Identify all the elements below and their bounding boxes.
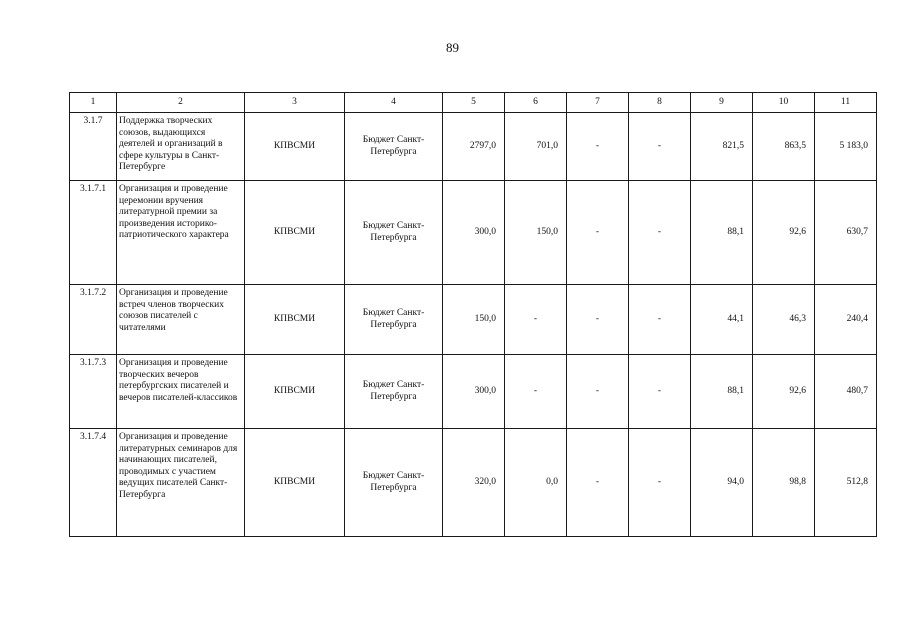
executor: КПВСМИ (245, 181, 345, 285)
amount-col-10: 863,5 (753, 113, 815, 181)
amount-col-8: - (629, 285, 691, 355)
executor: КПВСМИ (245, 429, 345, 537)
amount-col-10: 92,6 (753, 355, 815, 429)
amount-col-6: - (505, 285, 567, 355)
amount-col-5: 320,0 (443, 429, 505, 537)
activity-name: Организация и проведение творческих вечеров петербургских писателей и вечеров писателей-классиков (117, 355, 245, 429)
row-number: 3.1.7.4 (70, 429, 117, 537)
column-header: 9 (691, 93, 753, 113)
amount-col-7: - (567, 355, 629, 429)
activity-name: Организация и проведение литературных семинаров для начинающих писателей, проводимых с участием ведущих писателей Санкт-Петербурга (117, 429, 245, 537)
executor: КПВСМИ (245, 113, 345, 181)
amount-col-11: 630,7 (815, 181, 877, 285)
amount-col-5: 300,0 (443, 181, 505, 285)
row-number: 3.1.7 (70, 113, 117, 181)
table-row (70, 113, 877, 181)
column-header: 1 (70, 93, 117, 113)
table-row (70, 355, 877, 429)
amount-col-9: 94,0 (691, 429, 753, 537)
column-header: 10 (753, 93, 815, 113)
amount-col-8: - (629, 429, 691, 537)
amount-col-11: 512,8 (815, 429, 877, 537)
column-header: 4 (345, 93, 443, 113)
funding-source: Бюджет Санкт-Петербурга (345, 113, 443, 181)
amount-col-9: 44,1 (691, 285, 753, 355)
amount-col-7: - (567, 113, 629, 181)
amount-col-5: 150,0 (443, 285, 505, 355)
executor: КПВСМИ (245, 285, 345, 355)
executor: КПВСМИ (245, 355, 345, 429)
program-table (69, 92, 877, 537)
amount-col-11: 5 183,0 (815, 113, 877, 181)
activity-name: Организация и проведение встреч членов творческих союзов писателей с читателями (117, 285, 245, 355)
amount-col-6: 150,0 (505, 181, 567, 285)
row-number: 3.1.7.1 (70, 181, 117, 285)
amount-col-7: - (567, 181, 629, 285)
column-header: 8 (629, 93, 691, 113)
activity-name: Поддержка творческих союзов, выдающихся деятелей и организаций в сфере культуры в Санкт-Петербурге (117, 113, 245, 181)
column-header: 2 (117, 93, 245, 113)
column-header: 7 (567, 93, 629, 113)
table-header-row (70, 93, 877, 113)
amount-col-8: - (629, 181, 691, 285)
amount-col-5: 2797,0 (443, 113, 505, 181)
amount-col-8: - (629, 113, 691, 181)
row-number: 3.1.7.3 (70, 355, 117, 429)
row-number: 3.1.7.2 (70, 285, 117, 355)
funding-source: Бюджет Санкт-Петербурга (345, 181, 443, 285)
table-row (70, 429, 877, 537)
amount-col-11: 240,4 (815, 285, 877, 355)
amount-col-7: - (567, 285, 629, 355)
amount-col-10: 98,8 (753, 429, 815, 537)
amount-col-11: 480,7 (815, 355, 877, 429)
funding-source: Бюджет Санкт-Петербурга (345, 285, 443, 355)
column-header: 6 (505, 93, 567, 113)
amount-col-6: - (505, 355, 567, 429)
amount-col-8: - (629, 355, 691, 429)
column-header: 3 (245, 93, 345, 113)
page-number: 89 (446, 40, 459, 55)
funding-source: Бюджет Санкт-Петербурга (345, 355, 443, 429)
column-header: 5 (443, 93, 505, 113)
column-header: 11 (815, 93, 877, 113)
amount-col-6: 0,0 (505, 429, 567, 537)
amount-col-7: - (567, 429, 629, 537)
amount-col-9: 88,1 (691, 181, 753, 285)
amount-col-10: 92,6 (753, 181, 815, 285)
table-row (70, 285, 877, 355)
table-row (70, 181, 877, 285)
funding-source: Бюджет Санкт-Петербурга (345, 429, 443, 537)
amount-col-9: 821,5 (691, 113, 753, 181)
activity-name: Организация и проведение церемонии вручения литературной премии за произведения историко-патриотического характера (117, 181, 245, 285)
amount-col-10: 46,3 (753, 285, 815, 355)
amount-col-9: 88,1 (691, 355, 753, 429)
amount-col-6: 701,0 (505, 113, 567, 181)
amount-col-5: 300,0 (443, 355, 505, 429)
